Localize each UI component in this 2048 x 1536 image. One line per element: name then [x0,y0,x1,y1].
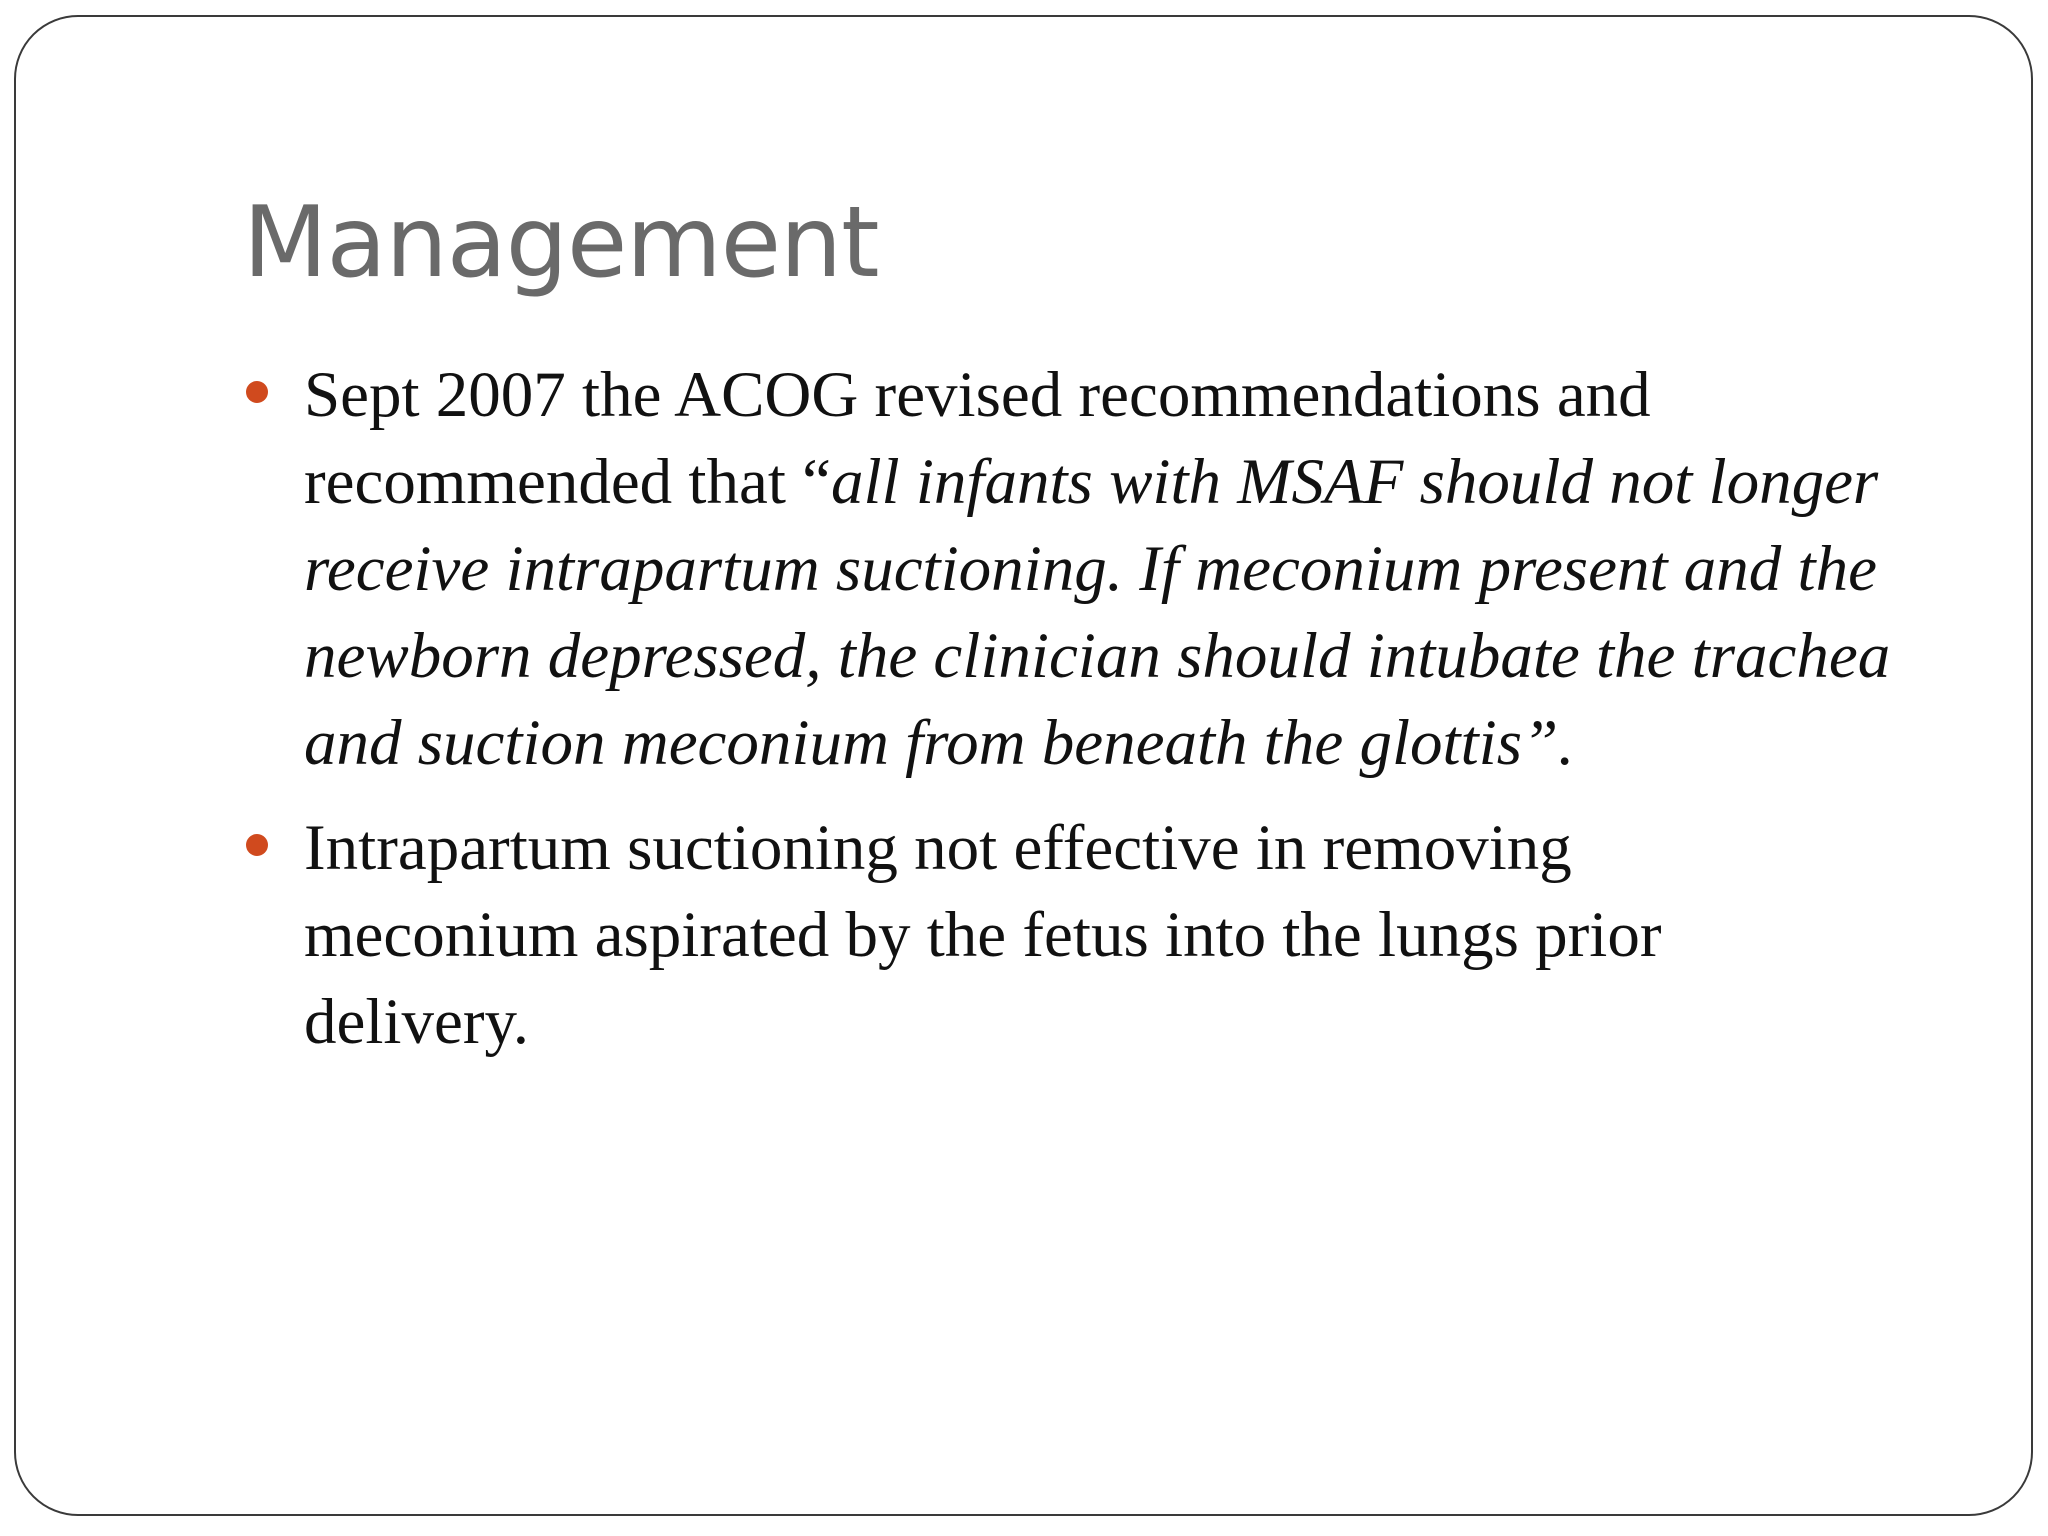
bullet-dot-icon [246,834,268,856]
bullet-item [244,352,1944,787]
bullet-list [244,352,1944,1084]
slide-frame [14,15,2033,1516]
line-text: recommended that “ [304,446,831,518]
bullet-item [244,805,1944,1066]
bullet-dot-icon [246,381,268,403]
quote-text: and suction meconium from beneath the glottis”. [304,707,1575,779]
bullet-line [304,805,1944,892]
line-text: meconium aspirated by the fetus into the lungs prior [304,899,1662,971]
line-text: Sept 2007 the ACOG revised recommendations and [304,359,1651,431]
line-text: Intrapartum suctioning not effective in removing [304,812,1572,884]
bullet-line [304,439,1944,526]
bullet-line [304,700,1944,787]
bullet-line [304,979,1944,1066]
bullet-line [304,352,1944,439]
quote-text: newborn depressed, the clinician should intubate the trachea [304,620,1891,692]
bullet-line [304,613,1944,700]
quote-text: all infants with MSAF should not longer [830,446,1879,518]
bullet-line [304,892,1944,979]
bullet-line [304,526,1944,613]
slide-title: Management [243,186,879,300]
line-text: delivery. [304,986,529,1058]
quote-text: receive intrapartum suctioning. If meconium present and the [304,533,1877,605]
